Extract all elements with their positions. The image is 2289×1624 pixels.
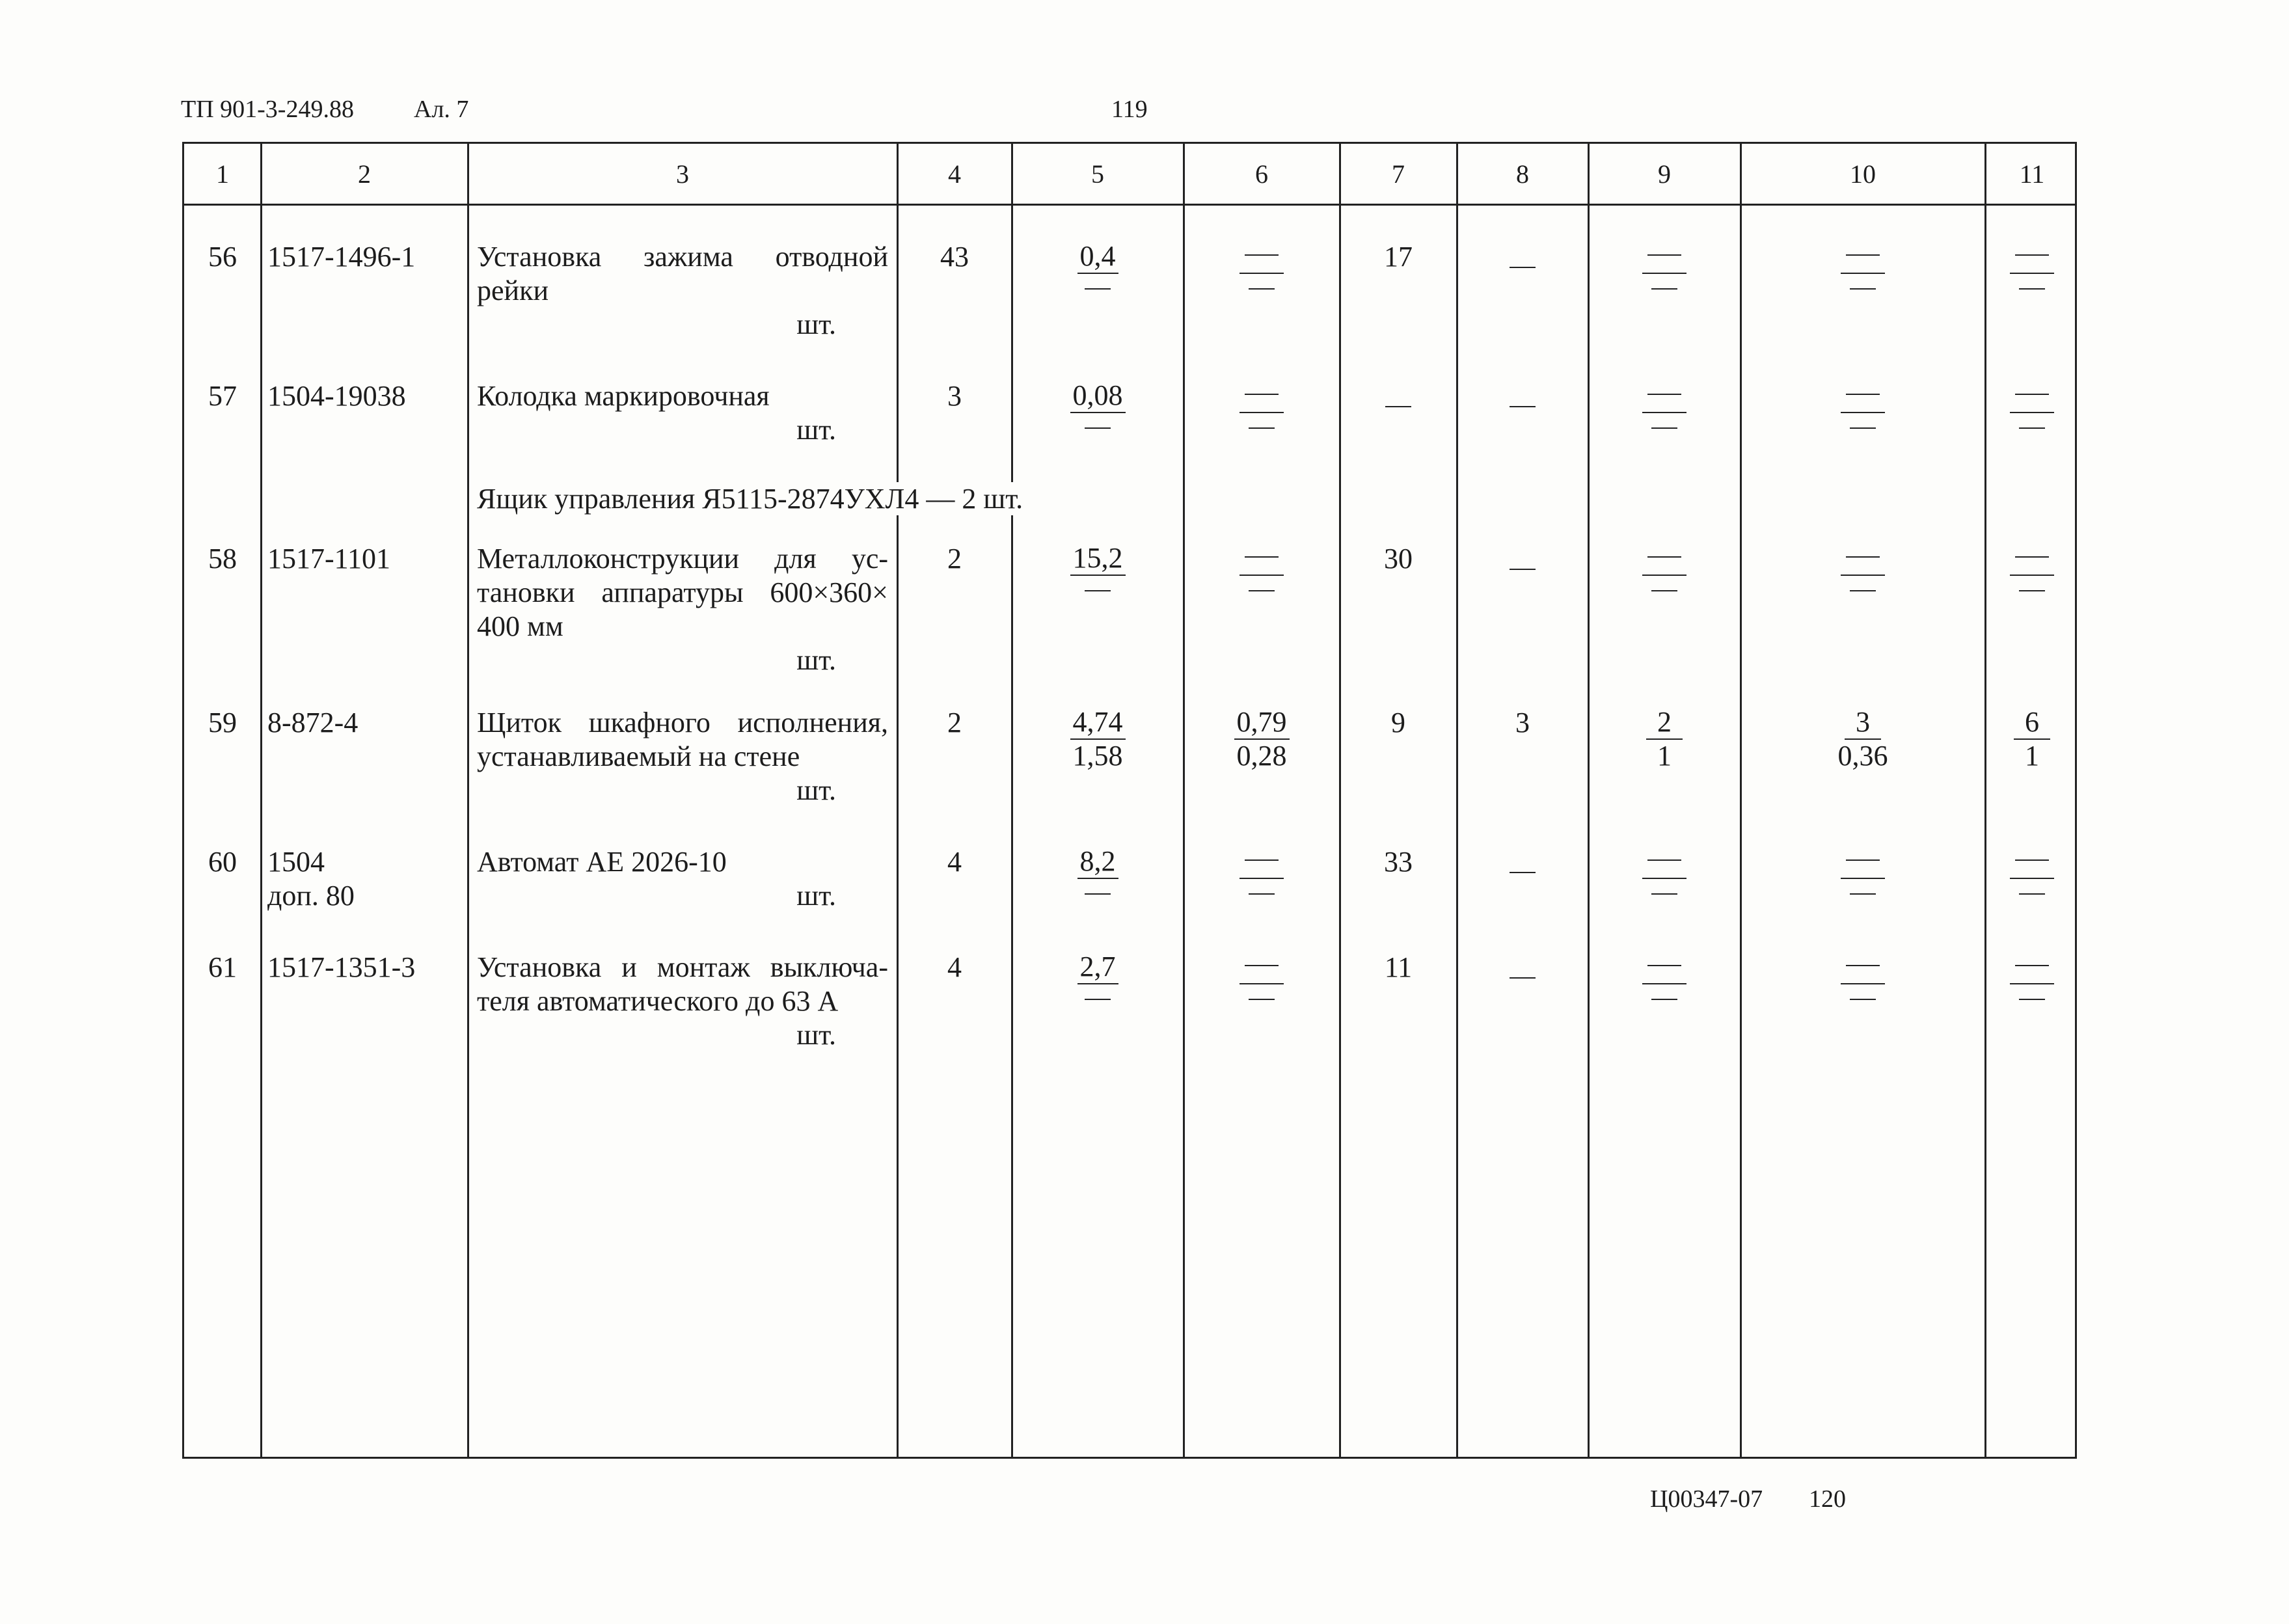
dash-mark <box>1385 406 1411 407</box>
col9-fraction <box>1588 542 1740 608</box>
description-line: устанавливаемый на стене <box>477 740 800 772</box>
col9-fraction <box>1588 379 1740 446</box>
col5-fraction-numerator: 8,2 <box>1077 845 1118 879</box>
dash-mark <box>1850 590 1876 591</box>
dash-mark <box>1647 965 1681 966</box>
price-code <box>267 845 465 913</box>
quantity: 4 <box>947 846 962 878</box>
col11-fraction <box>1985 379 2079 446</box>
col10-fraction-numerator <box>1841 240 1885 274</box>
unit-label: шт. <box>796 774 836 806</box>
col11-fraction-numerator <box>2010 845 2054 879</box>
col9-fraction-denominator <box>1645 274 1684 306</box>
col5-fraction <box>1012 951 1184 1017</box>
col10-fraction-denominator <box>1843 879 1882 912</box>
dash-mark <box>1249 893 1275 895</box>
dash-mark <box>2019 893 2045 895</box>
col6-fraction-numerator <box>1239 379 1284 413</box>
description-line: Автомат АЕ 2026-10 <box>477 846 727 878</box>
col5-fraction-numerator: 0,08 <box>1070 379 1126 413</box>
dash-mark <box>2015 965 2049 966</box>
col6-fraction <box>1184 379 1340 446</box>
dash-mark <box>1085 999 1111 1000</box>
work-description <box>477 240 888 342</box>
dash-mark <box>2019 590 2045 591</box>
col9-fraction-numerator <box>1642 240 1686 274</box>
col9-fraction-denominator <box>1645 413 1684 446</box>
dash-mark <box>2019 427 2045 429</box>
col10-fraction-numerator <box>1841 951 1885 984</box>
col10-fraction <box>1740 240 1985 306</box>
unit-label: шт. <box>796 414 836 446</box>
dash-mark <box>2015 556 2049 558</box>
work-description <box>477 706 888 807</box>
work-description <box>477 951 888 1052</box>
column-number: 2 <box>358 159 371 189</box>
dash-mark <box>1850 427 1876 429</box>
col10-fraction-denominator <box>1843 576 1882 608</box>
col10-fraction <box>1740 542 1985 608</box>
dash-mark <box>1850 893 1876 895</box>
price-code-line: 1517-1496-1 <box>267 241 416 273</box>
col7-value: 17 <box>1384 241 1413 273</box>
dash-mark <box>1245 254 1279 256</box>
col8-value <box>1457 951 1588 984</box>
dash-mark <box>1245 859 1279 861</box>
col5-fraction <box>1012 240 1184 306</box>
dash-mark <box>1647 254 1681 256</box>
album-number: Ал. 7 <box>414 96 469 123</box>
col8-value <box>1457 542 1588 576</box>
column-number: 8 <box>1516 159 1529 189</box>
dash-mark <box>1510 267 1536 268</box>
price-code-line: доп. 80 <box>267 880 355 912</box>
col11-fraction-denominator <box>2012 274 2052 306</box>
col5-fraction-numerator: 15,2 <box>1070 542 1126 576</box>
dash-mark <box>1510 569 1536 570</box>
col7-value: 33 <box>1384 846 1413 878</box>
dash-mark <box>1651 427 1677 429</box>
col6-fraction <box>1184 542 1340 608</box>
dash-mark <box>1245 556 1279 558</box>
price-code-line: 8-872-4 <box>267 707 359 738</box>
col11-fraction <box>1985 845 2079 912</box>
description-line: Щиток шкафного исполнения, <box>477 707 888 738</box>
footer-code: Ц00347-07 <box>1650 1485 1763 1513</box>
col9-fraction-denominator: 1 <box>1657 740 1672 772</box>
col5-fraction-denominator <box>1078 413 1117 446</box>
col8-value <box>1457 240 1588 274</box>
col9-fraction-denominator <box>1645 879 1684 912</box>
dash-mark <box>1085 288 1111 290</box>
col5-fraction-numerator: 0,4 <box>1077 240 1118 274</box>
col10-fraction-numerator <box>1841 542 1885 576</box>
col6-fraction-denominator <box>1242 984 1281 1017</box>
col10-fraction <box>1740 845 1985 912</box>
column-number: 1 <box>216 159 229 189</box>
col10-fraction-denominator <box>1843 984 1882 1017</box>
col5-fraction <box>1012 542 1184 608</box>
col11-fraction-denominator <box>2012 879 2052 912</box>
dash-mark <box>1249 590 1275 591</box>
description-line: Установка и монтаж выключа- <box>477 951 888 983</box>
description-line: тановки аппаратуры 600×360× <box>477 576 888 608</box>
description-line: Колодка маркировочная <box>477 380 770 412</box>
col9-fraction <box>1588 845 1740 912</box>
dash-mark <box>1249 999 1275 1000</box>
description-line: Металлоконструкции для ус- <box>477 543 888 575</box>
col11-fraction-numerator <box>2010 379 2054 413</box>
col11-fraction-denominator: 1 <box>2025 740 2039 772</box>
column-number: 7 <box>1392 159 1405 189</box>
dash-mark <box>1647 394 1681 395</box>
dash-mark <box>1846 859 1880 861</box>
dash-mark <box>1085 590 1111 591</box>
col11-fraction-denominator <box>2012 413 2052 446</box>
price-code-line: 1517-1101 <box>267 543 391 575</box>
col10-fraction <box>1740 379 1985 446</box>
dash-mark <box>1651 999 1677 1000</box>
row-number: 59 <box>208 707 237 738</box>
price-code-line: 1504-19038 <box>267 380 406 412</box>
quantity: 2 <box>947 543 962 575</box>
price-code <box>267 951 465 984</box>
dash-mark <box>2015 254 2049 256</box>
unit-label: шт. <box>796 880 836 912</box>
col11-fraction-numerator <box>2010 951 2054 984</box>
row-number: 61 <box>208 951 237 983</box>
row-number: 58 <box>208 543 237 575</box>
price-code <box>267 706 465 740</box>
dash-mark <box>1846 394 1880 395</box>
dash-mark <box>1647 859 1681 861</box>
col9-fraction <box>1588 706 1740 772</box>
price-code-line: 1504 <box>267 846 325 878</box>
row-number: 57 <box>208 380 237 412</box>
footer-sheet-number: 120 <box>1809 1485 1846 1513</box>
col8-value: 3 <box>1515 707 1530 738</box>
price-code <box>267 542 465 576</box>
document-code: ТП 901-3-249.88 <box>181 96 354 123</box>
col5-fraction-denominator <box>1078 879 1117 912</box>
row-number: 56 <box>208 241 237 273</box>
col5-fraction-denominator: 1,58 <box>1072 740 1123 772</box>
column-divider <box>260 144 262 1457</box>
col11-fraction-numerator <box>2010 542 2054 576</box>
col8-value <box>1457 845 1588 879</box>
dash-mark <box>1651 893 1677 895</box>
dash-mark <box>1245 965 1279 966</box>
price-code <box>267 240 465 274</box>
column-divider <box>897 144 899 1457</box>
col9-fraction <box>1588 951 1740 1017</box>
col6-fraction-denominator <box>1242 274 1281 306</box>
col5-fraction-numerator: 4,74 <box>1070 706 1126 740</box>
column-number: 10 <box>1850 159 1876 189</box>
description-line: Установка зажима отводной <box>477 241 888 273</box>
col5-fraction-denominator <box>1078 274 1117 306</box>
col6-fraction <box>1184 240 1340 306</box>
col6-fraction <box>1184 845 1340 912</box>
col10-fraction-numerator <box>1841 845 1885 879</box>
col9-fraction-denominator <box>1645 984 1684 1017</box>
col10-fraction <box>1740 706 1985 772</box>
price-code-line: 1517-1351-3 <box>267 951 416 983</box>
column-divider <box>1456 144 1458 1457</box>
col6-fraction <box>1184 951 1340 1017</box>
work-description <box>477 542 888 677</box>
column-divider <box>1588 144 1590 1457</box>
col9-fraction-numerator: 2 <box>1646 706 1683 740</box>
quantity: 43 <box>940 241 969 273</box>
column-number: 3 <box>676 159 689 189</box>
col5-fraction <box>1012 845 1184 912</box>
col7-value: 11 <box>1384 951 1413 983</box>
col6-fraction-denominator <box>1242 879 1281 912</box>
dash-mark <box>1846 254 1880 256</box>
column-number: 4 <box>948 159 961 189</box>
work-description <box>477 845 888 913</box>
col6-fraction-denominator <box>1242 576 1281 608</box>
column-divider <box>1011 144 1013 1457</box>
col6-fraction-denominator: 0,28 <box>1236 740 1287 772</box>
col11-fraction-numerator: 6 <box>2014 706 2050 740</box>
unit-label: шт. <box>796 308 836 340</box>
col11-fraction <box>1985 706 2079 772</box>
col11-fraction <box>1985 240 2079 306</box>
col9-fraction-numerator <box>1642 845 1686 879</box>
quantity: 2 <box>947 707 962 738</box>
dash-mark <box>1846 556 1880 558</box>
description-line: рейки <box>477 275 549 306</box>
col10-fraction <box>1740 951 1985 1017</box>
col6-fraction-numerator <box>1239 951 1284 984</box>
col10-fraction-denominator: 0,36 <box>1837 740 1888 772</box>
dash-mark <box>1647 556 1681 558</box>
dash-mark <box>2019 288 2045 290</box>
col8-value <box>1457 379 1588 413</box>
unit-label: шт. <box>796 1019 836 1051</box>
col11-fraction-numerator <box>2010 240 2054 274</box>
col6-fraction-numerator <box>1239 542 1284 576</box>
description-line: 400 мм <box>477 610 563 642</box>
column-number: 5 <box>1091 159 1104 189</box>
dash-mark <box>1850 999 1876 1000</box>
column-divider <box>467 144 469 1457</box>
col6-fraction-denominator <box>1242 413 1281 446</box>
col9-fraction-denominator <box>1645 576 1684 608</box>
column-divider <box>1740 144 1742 1457</box>
price-code <box>267 379 465 413</box>
description-line: теля автоматического до 63 А <box>477 985 839 1017</box>
work-description <box>477 379 888 447</box>
col5-fraction <box>1012 379 1184 446</box>
dash-mark <box>2015 859 2049 861</box>
col9-fraction <box>1588 240 1740 306</box>
dash-mark <box>1651 590 1677 591</box>
dash-mark <box>1510 872 1536 873</box>
row-number: 60 <box>208 846 237 878</box>
col11-fraction <box>1985 542 2079 608</box>
dash-mark <box>1510 406 1536 407</box>
dash-mark <box>2015 394 2049 395</box>
dash-mark <box>1651 288 1677 290</box>
column-divider <box>1984 144 1986 1457</box>
unit-label: шт. <box>796 644 836 676</box>
col9-fraction-numerator <box>1642 379 1686 413</box>
col9-fraction-numerator <box>1642 542 1686 576</box>
col10-fraction-denominator <box>1843 274 1882 306</box>
dash-mark <box>1085 427 1111 429</box>
col7-value: 30 <box>1384 543 1413 575</box>
col6-fraction-numerator <box>1239 845 1284 879</box>
dash-mark <box>1510 977 1536 979</box>
section-title: Ящик управления Я5115-2874УХЛ4 — 2 шт. <box>477 482 1027 515</box>
col7-value: 9 <box>1391 707 1405 738</box>
column-number: 11 <box>2019 159 2045 189</box>
column-divider <box>1339 144 1341 1457</box>
col6-fraction-numerator <box>1239 240 1284 274</box>
col11-fraction-denominator <box>2012 984 2052 1017</box>
col5-fraction-numerator: 2,7 <box>1077 951 1118 984</box>
page-number: 119 <box>1111 96 1148 123</box>
col9-fraction-numerator <box>1642 951 1686 984</box>
col5-fraction <box>1012 706 1184 772</box>
specification-table <box>182 142 2077 1459</box>
dash-mark <box>1085 893 1111 895</box>
column-divider <box>1183 144 1185 1457</box>
dash-mark <box>1850 288 1876 290</box>
col11-fraction <box>1985 951 2079 1017</box>
dash-mark <box>1846 965 1880 966</box>
col11-fraction-denominator <box>2012 576 2052 608</box>
column-number: 9 <box>1658 159 1671 189</box>
quantity: 3 <box>947 380 962 412</box>
col10-fraction-numerator: 3 <box>1845 706 1881 740</box>
col5-fraction-denominator <box>1078 576 1117 608</box>
col7-value <box>1340 379 1457 413</box>
quantity: 4 <box>947 951 962 983</box>
dash-mark <box>1245 394 1279 395</box>
col5-fraction-denominator <box>1078 984 1117 1017</box>
col6-fraction-numerator: 0,79 <box>1234 706 1290 740</box>
col6-fraction <box>1184 706 1340 772</box>
col10-fraction-denominator <box>1843 413 1882 446</box>
column-number: 6 <box>1255 159 1268 189</box>
dash-mark <box>1249 427 1275 429</box>
col10-fraction-numerator <box>1841 379 1885 413</box>
dash-mark <box>2019 999 2045 1000</box>
dash-mark <box>1249 288 1275 290</box>
